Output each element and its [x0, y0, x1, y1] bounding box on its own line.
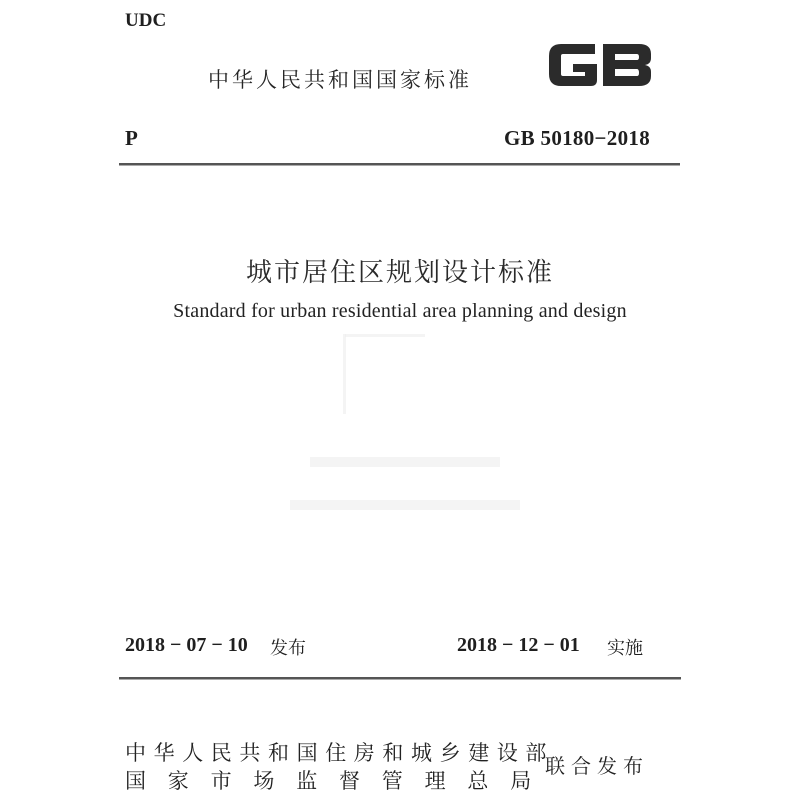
issuer-administration: 国家市场监督管理总局	[125, 769, 553, 793]
issue-date: 2018 − 07 − 10	[125, 634, 248, 656]
bleed-through-mark	[290, 500, 520, 510]
classification-code: P	[125, 126, 138, 150]
title-chinese: 城市居住区规划设计标准	[245, 258, 554, 288]
udc-label: UDC	[125, 10, 167, 31]
effective-label: 实施	[607, 638, 643, 659]
effective-date: 2018 − 12 − 01	[457, 634, 580, 656]
gb-logo-icon	[545, 38, 655, 92]
issuer-ministry: 中华人民共和国住房和城乡建设部	[125, 741, 554, 765]
bleed-through-mark	[345, 334, 425, 337]
bleed-through-mark	[343, 334, 346, 414]
national-standard-heading: 中华人民共和国国家标准	[208, 68, 472, 92]
issue-label: 发布	[270, 638, 306, 659]
bottom-divider	[119, 677, 681, 679]
standard-code: GB 50180−2018	[504, 126, 650, 150]
title-english: Standard for urban residential area planning and design	[173, 300, 627, 322]
top-divider	[119, 163, 680, 165]
joint-issue-label: 联合发布	[545, 754, 649, 778]
bleed-through-mark	[310, 457, 500, 467]
